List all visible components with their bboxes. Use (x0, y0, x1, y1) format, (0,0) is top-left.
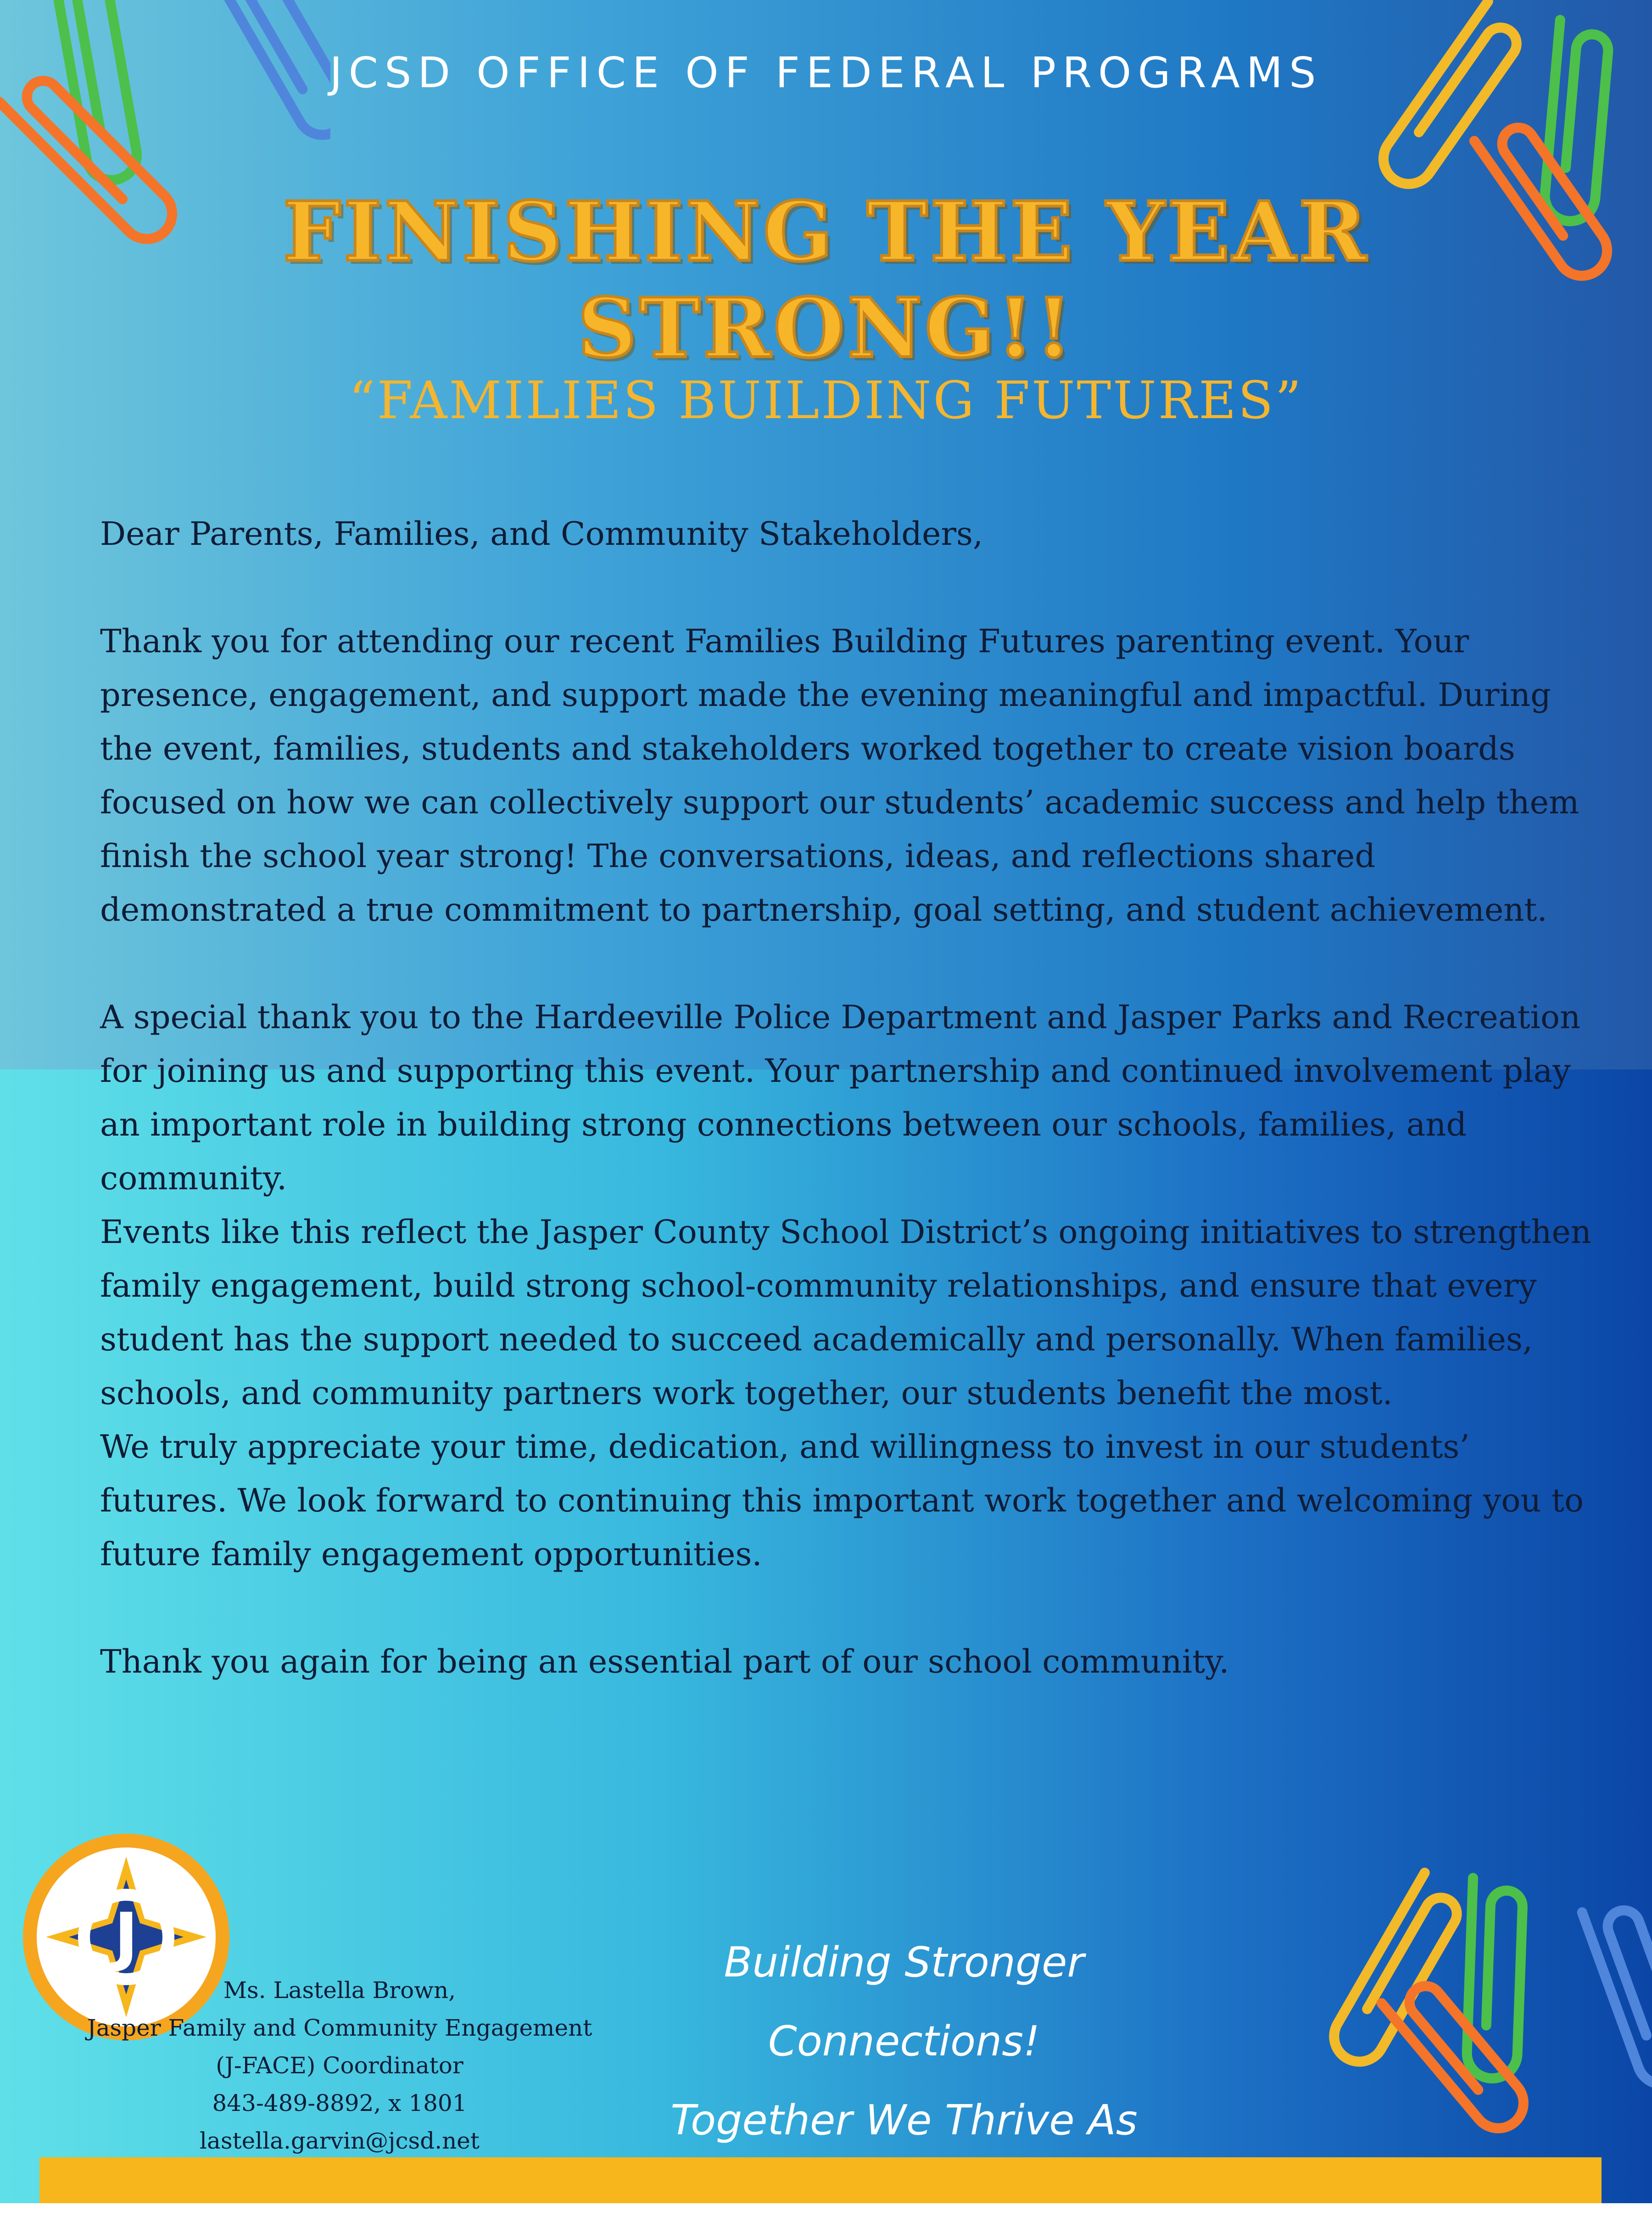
letter-paragraph-2: A special thank you to the Hardeeville Police Department and Jasper Parks and Recreation for joining us and supporting this event. Your partnership and continued involvement play an important role in building strong connections between our schools, families, and community. (100, 998, 1581, 1197)
contact-phone: 843-489-8892, x 1801 (212, 2090, 467, 2116)
slogan-line-2: Together We Thrive As (670, 2096, 1138, 2144)
contact-block (69, 1971, 610, 2160)
office-title: JCSD OFFICE OF FEDERAL PROGRAMS (329, 48, 1323, 97)
contact-title-2: (J-FACE) Coordinator (216, 2052, 463, 2079)
contact-email[interactable]: lastella.garvin@jcsd.net (200, 2127, 480, 2154)
letter-closing: Thank you again for being an essential part of our school community. (100, 1643, 1229, 1680)
headline (0, 184, 1652, 376)
slogan-line-1: Building Stronger Connections! (724, 1938, 1084, 2065)
contact-title-1: Jasper Family and Community Engagement (87, 2015, 592, 2041)
paperclips-bottom-right-icon (1303, 1845, 1652, 2166)
headline-line-1: FINISHING THE YEAR (283, 184, 1369, 280)
tagline: “FAMILIES BUILDING FUTURES” (349, 371, 1303, 431)
headline-line-2: STRONG!! (577, 280, 1075, 376)
bottom-accent-bar (39, 2157, 1602, 2203)
letter-body (100, 507, 1596, 1689)
letter-greeting: Dear Parents, Families, and Community Stakeholders, (100, 515, 983, 553)
logo-letter: J (114, 1899, 139, 1974)
letter-paragraph-1: Thank you for attending our recent Families Building Futures parenting event. Your presence, engagement, and support made the evening meaningful and impactful. During the event, families, students and stakeholders worked together to create vision boards focused on how we can collectively support our students’ academic success and help them finish the school year strong! The conversations, ideas, and reflections shared demonstrated a true commitment to partnership, goal setting, and student achievement. (100, 622, 1579, 929)
letter-paragraph-4: We truly appreciate your time, dedication, and willingness to invest in our students’ futures. We look forward to continuing this important work together and welcoming you to future family engagement opportunities. (100, 1428, 1584, 1573)
letter-paragraph-3: Events like this reflect the Jasper County School District’s ongoing initiatives to strengthen family engagement, build strong school-community relationships, and ensure that every student has the support needed to succeed academically and personally. When families, schools, and community partners work together, our students benefit the most. (100, 1213, 1591, 1412)
contact-name: Ms. Lastella Brown, (223, 1977, 456, 2004)
